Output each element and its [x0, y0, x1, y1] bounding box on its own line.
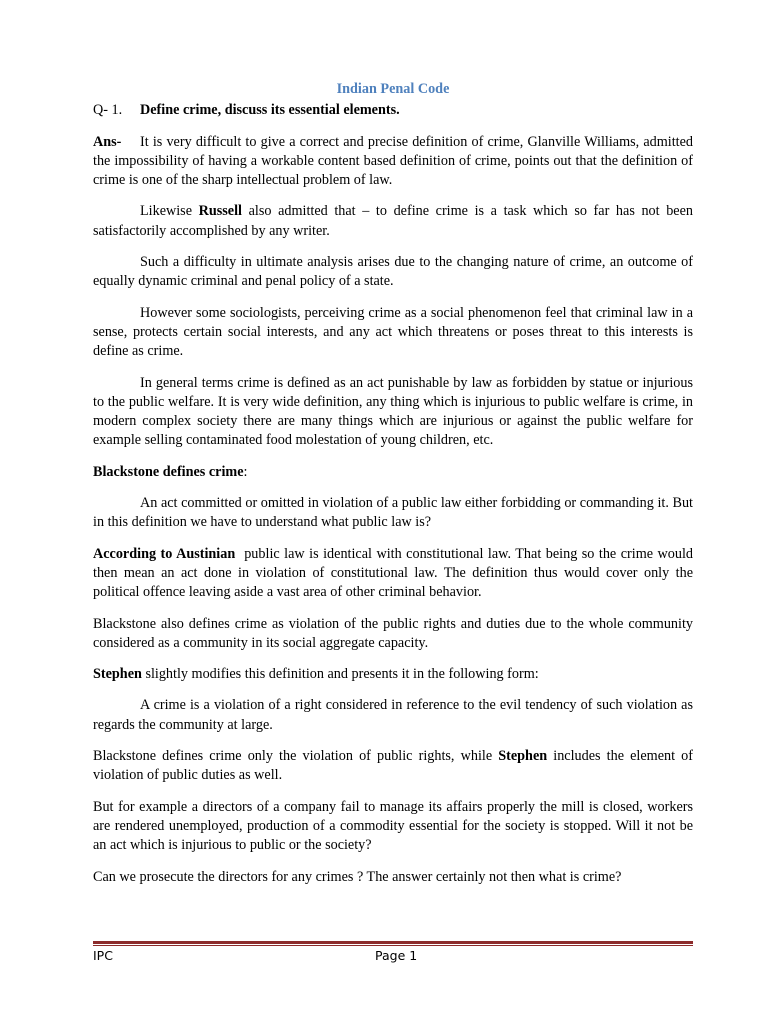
heading-blackstone-text: Blackstone defines crime [93, 463, 244, 480]
question-number: Q- 1. [93, 102, 123, 119]
footer-divider-thin [93, 945, 693, 946]
paragraph-answer-intro [93, 133, 693, 191]
author-stephen: Stephen [93, 666, 142, 683]
paragraph-blackstone-definition: An act committed or omitted in violation of a public law either forbidding or commanding it. But in this definition we have to understand what public law is? [93, 495, 693, 531]
paragraph-stephen-definition: A crime is a violation of a right considered in reference to the evil tendency of such violation as regards the community at large. [93, 697, 693, 733]
question-text: Define crime, discuss its essential elements. [140, 102, 400, 119]
footer-label: IPC [93, 948, 113, 963]
document-title: Indian Penal Code [336, 81, 450, 97]
paragraph-text: Likewise [140, 203, 199, 220]
paragraph-text: also admitted that – to define crime is a task which so far has not been satisfactorily accomplished by any writer. [93, 203, 693, 239]
paragraph-general-terms: In general terms crime is defined as an act punishable by law as forbidden by statue or injurious to the public welfare. It is very wide definition, any thing which is injurious to public welfare is crime, in modern complex society there are many things which are injurious or against the public welfare for example selling contaminated food molestation of young children, etc. [93, 374, 693, 449]
question-line [93, 101, 693, 120]
paragraph-text: includes the element of violation of public duties as well. [93, 748, 693, 784]
answer-label: Ans- [93, 133, 122, 150]
document-page [93, 80, 697, 899]
paragraph-text: public law is identical with constitutional law. That being so the crime would then mean an act done in violation of constitutional law. The definition thus would cover only the political offence leaving aside a vast area of other criminal behavior. [93, 545, 697, 601]
paragraph-stephen-intro [93, 665, 693, 684]
paragraph-comparison [93, 747, 693, 786]
paragraph-text: Blackstone defines crime only the violation of public rights, while [93, 748, 499, 765]
paragraph-sociologists: However some sociologists, perceiving crime as a social phenomenon feel that criminal law in a sense, protects certain social interests, and any act which threatens or poses threat to this interests is define as crime. [93, 304, 693, 360]
paragraph-difficulty: Such a difficulty in ultimate analysis arises due to the changing nature of crime, an outcome of equally dynamic criminal and penal policy of a state. [93, 254, 693, 290]
paragraph-text: slightly modifies this definition and presents it in the following form: [141, 666, 539, 683]
paragraph-russell [93, 202, 693, 241]
heading-blackstone [93, 463, 693, 482]
author-russell: Russell [198, 203, 242, 220]
paragraph-austinian [93, 545, 697, 603]
page-number: Page 1 [375, 948, 418, 963]
footer-divider [93, 941, 693, 946]
paragraph-prosecute-question: Can we prosecute the directors for any crimes ? The answer certainly not then what is crime? [93, 868, 622, 885]
footer-divider-thick [93, 941, 693, 944]
heading-colon: : [243, 463, 248, 480]
paragraph-blackstone-rights: Blackstone also defines crime as violation of the public rights and duties due to the whole community considered as a community in its social aggregate capacity. [93, 615, 693, 651]
paragraph-text: It is very difficult to give a correct and precise definition of crime, Glanville Williams, admitted the impossibility of having a workable content based definition of crime, points out that the definition of crime is one of the sharp intellectual problem of law. [93, 133, 693, 189]
author-stephen: Stephen [498, 748, 548, 765]
author-austinian: According to Austinian [93, 545, 236, 562]
paragraph-directors-example: But for example a directors of a company fail to manage its affairs properly the mill is closed, workers are rendered unemployed, production of a commodity essential for the society is stopped. Will it not be an act which is injurious to public or the society? [93, 798, 693, 854]
